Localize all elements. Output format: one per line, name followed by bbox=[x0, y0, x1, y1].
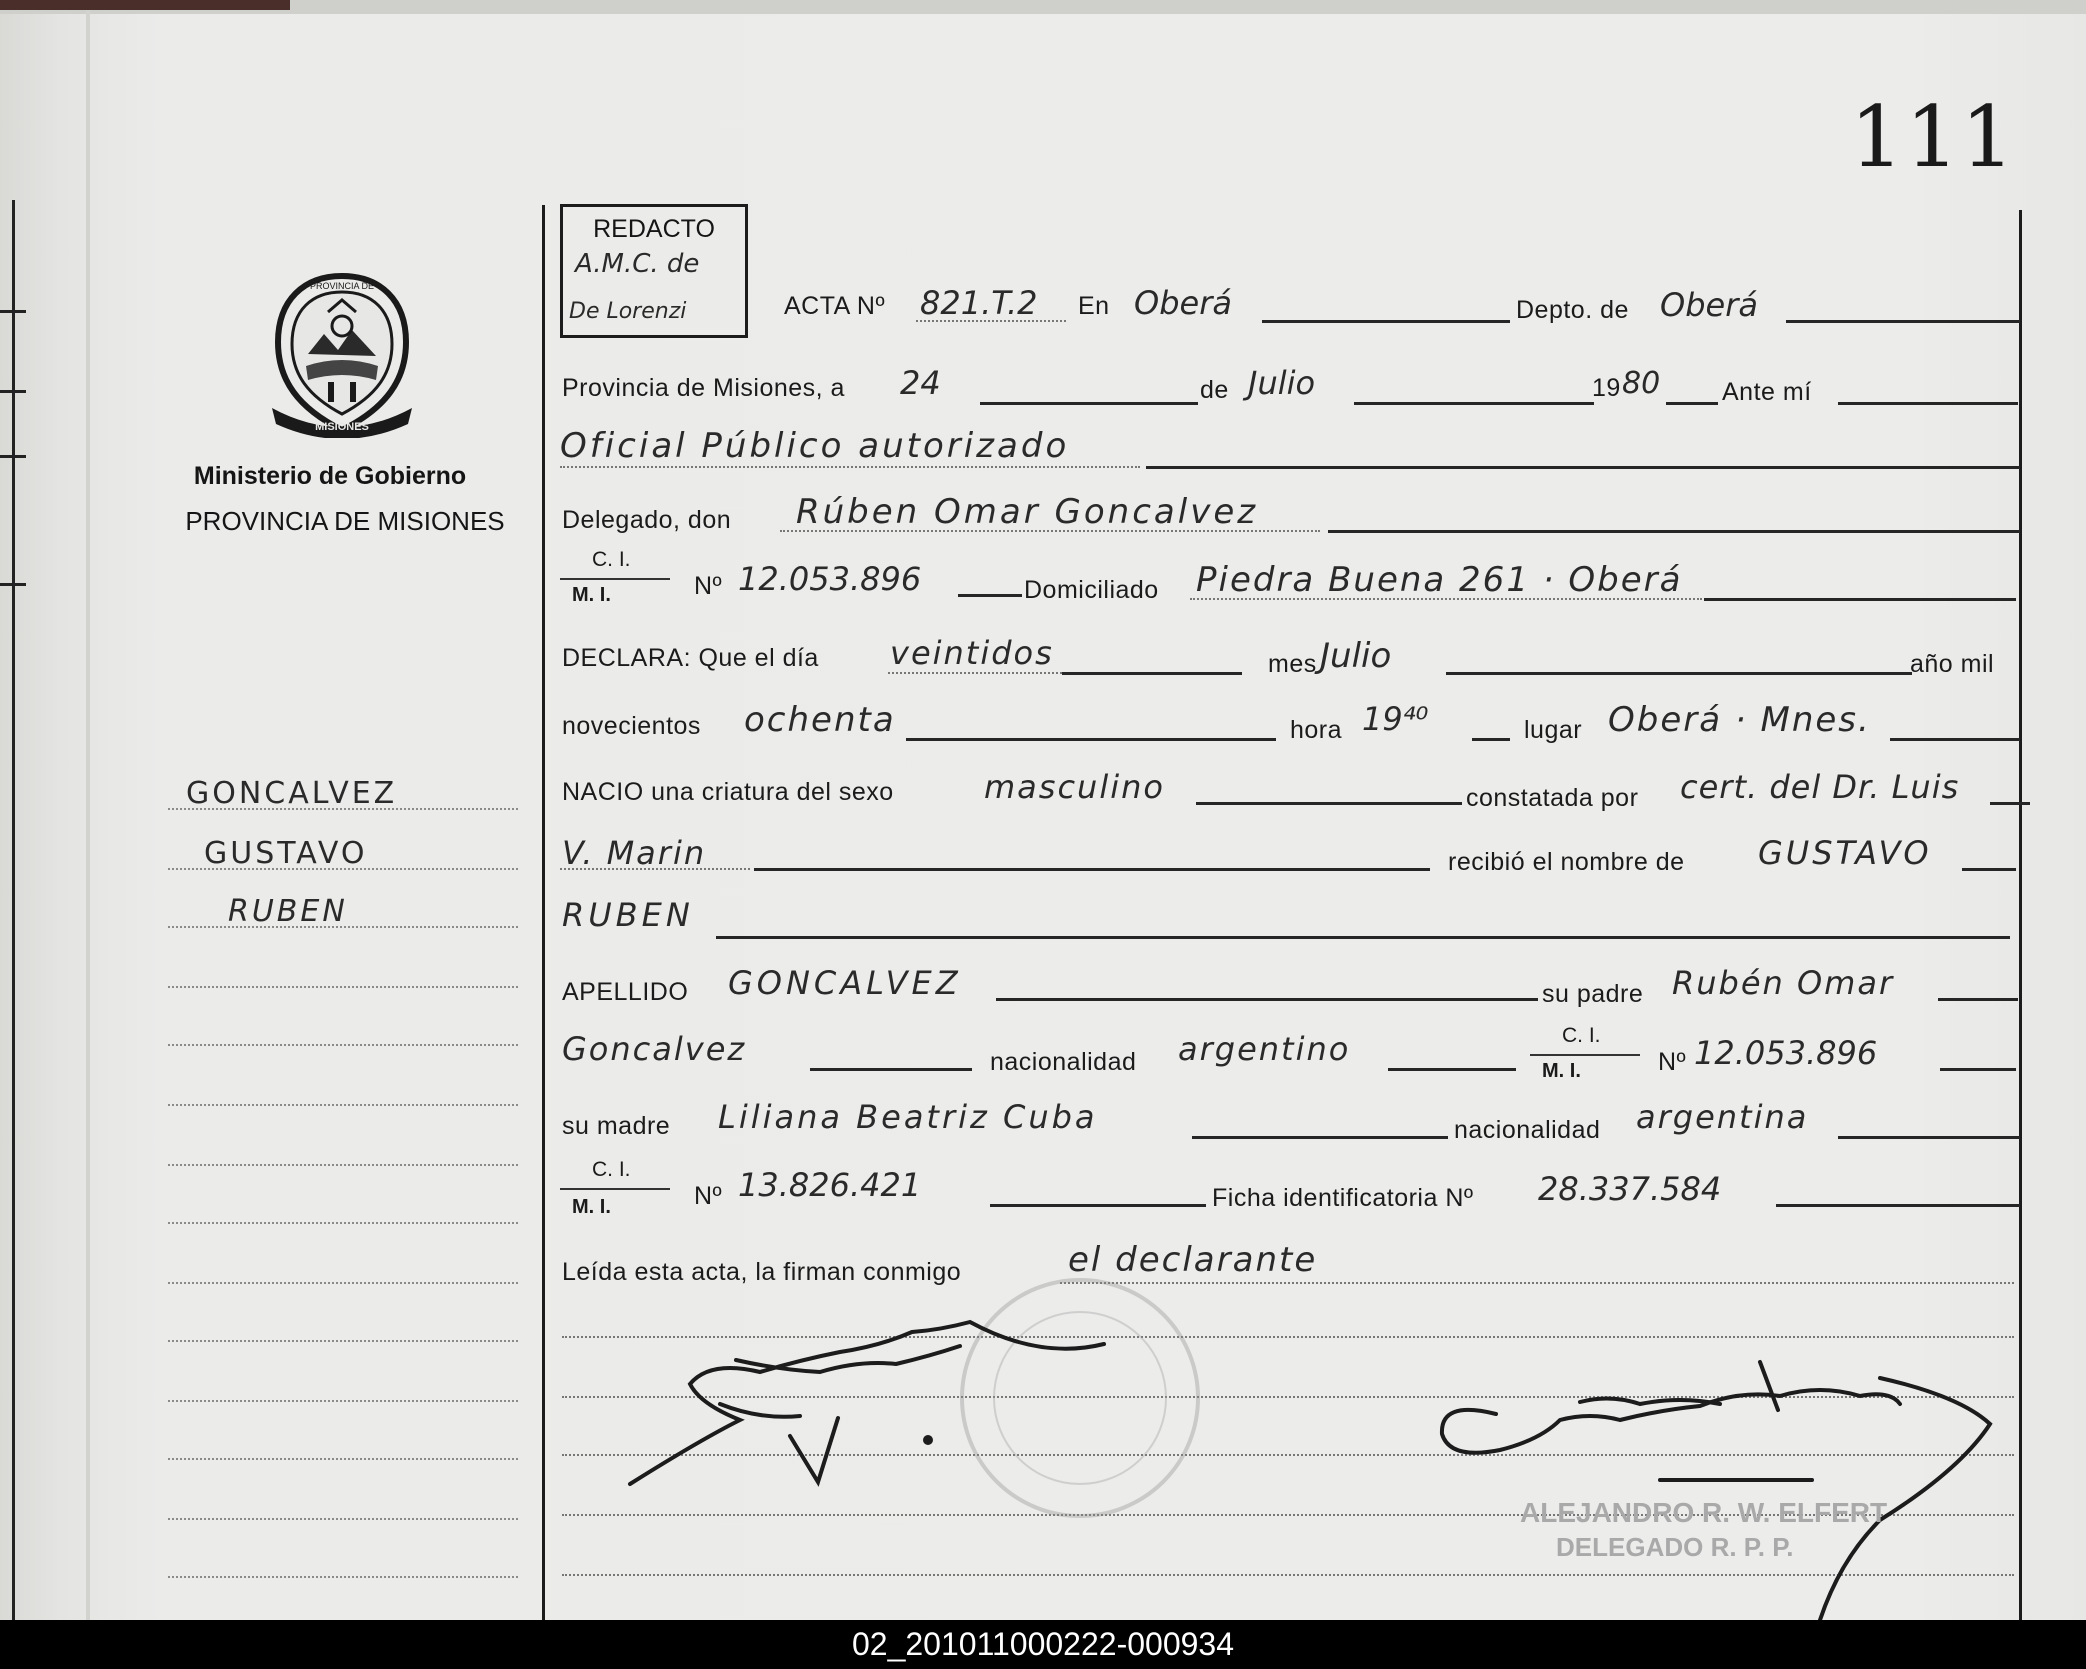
constatada-label: constatada por bbox=[1466, 784, 1639, 812]
madre-doc-value: 13.826.421 bbox=[738, 1166, 922, 1204]
nombre-cont-line bbox=[716, 936, 2010, 939]
constatada-line bbox=[1990, 802, 2030, 805]
padre-mi-label: M. I. bbox=[1542, 1060, 1581, 1082]
mes-label: mes bbox=[1268, 650, 1317, 678]
novecientos-value: ochenta bbox=[744, 700, 896, 740]
delegado-doc-value: 12.053.896 bbox=[738, 560, 922, 598]
madre-nac-line bbox=[1838, 1136, 2020, 1139]
margin-dotted-line bbox=[168, 1518, 518, 1520]
signature-dotted-line bbox=[562, 1574, 2014, 1576]
lugar-value: Oberá · Mnes. bbox=[1608, 700, 1871, 740]
oficial-value: Oficial Público autorizado bbox=[560, 426, 1070, 466]
anio-label: año mil bbox=[1910, 650, 1995, 678]
left-rule-tick bbox=[0, 583, 26, 586]
ante-line bbox=[1838, 402, 2018, 405]
padre-value: Rubén Omar bbox=[1672, 964, 1895, 1002]
padre-nac-value: argentino bbox=[1178, 1030, 1351, 1068]
redacto-box bbox=[560, 204, 748, 338]
depto-value: Oberá bbox=[1660, 286, 1758, 324]
month-line bbox=[1354, 402, 1594, 405]
madre-mi-label: M. I. bbox=[572, 1196, 611, 1218]
delegado-value: Rúben Omar Goncalvez bbox=[796, 492, 1259, 532]
svg-text:DELEGADO R. P. P.: DELEGADO R. P. P. bbox=[1556, 1532, 1794, 1562]
day-line bbox=[980, 402, 1198, 405]
ficha-line bbox=[1776, 1204, 2020, 1207]
nombre-value: GUSTAVO bbox=[1758, 834, 1932, 872]
apellido-value: GONCALVEZ bbox=[728, 964, 962, 1002]
oficial-dotted-line bbox=[560, 466, 1140, 468]
signature-dotted-line bbox=[562, 1336, 2014, 1338]
left-rule-tick bbox=[0, 390, 26, 393]
padre-ci-label: C. I. bbox=[1562, 1024, 1601, 1047]
padre-ci-divider bbox=[1530, 1054, 1640, 1056]
margin-dotted-line bbox=[168, 1340, 518, 1342]
margin-note-second-name: RUBEN bbox=[228, 894, 348, 929]
nacio-label: NACIO una criatura del sexo bbox=[562, 778, 894, 806]
redacto-label: REDACTO bbox=[593, 215, 715, 243]
oficial-line bbox=[1146, 466, 2020, 469]
ministry-title: Ministerio de Gobierno bbox=[193, 462, 467, 490]
constatada-cont-line bbox=[754, 868, 1430, 871]
lugar-line bbox=[1890, 738, 2020, 741]
padre-nacionalidad-label: nacionalidad bbox=[990, 1048, 1137, 1076]
depto-line bbox=[1786, 320, 2020, 323]
de-label: de bbox=[1200, 376, 1229, 404]
page-top-edge bbox=[0, 0, 2086, 14]
round-stamp-icon bbox=[962, 1280, 1198, 1516]
mes-value: Julio bbox=[1320, 636, 1392, 676]
novecientos-line bbox=[906, 738, 1276, 741]
year-value: 80 bbox=[1622, 366, 1661, 401]
delegado-ci-divider bbox=[560, 578, 670, 580]
domiciliado-label: Domiciliado bbox=[1024, 576, 1159, 604]
mes-line bbox=[1446, 672, 1912, 675]
padre-label: su padre bbox=[1542, 980, 1644, 1008]
madre-line bbox=[1192, 1136, 1448, 1139]
declarant-signature-icon bbox=[630, 1322, 1104, 1484]
svg-text:ALEJANDRO R. W. ELFERT: ALEJANDRO R. W. ELFERT bbox=[1520, 1497, 1888, 1528]
delegado-ci-label: C. I. bbox=[592, 548, 631, 571]
acta-dotted-line bbox=[916, 320, 1066, 322]
margin-dotted-line bbox=[168, 1458, 518, 1460]
constatada-value: cert. del Dr. Luis bbox=[1680, 768, 1960, 806]
margin-dotted-line bbox=[168, 1576, 518, 1578]
year-prefix: 19 bbox=[1592, 374, 1621, 402]
left-margin-rule bbox=[12, 200, 15, 1620]
sexo-value: masculino bbox=[984, 768, 1165, 806]
delegado-no-label: Nº bbox=[694, 572, 723, 600]
hora-line bbox=[1472, 738, 1510, 741]
ficha-label: Ficha identificatoria Nº bbox=[1212, 1184, 1474, 1212]
apellido-label: APELLIDO bbox=[562, 978, 689, 1006]
official-signature-icon bbox=[1442, 1362, 1990, 1620]
padre-cont-line bbox=[810, 1068, 972, 1071]
madre-ci-label: C. I. bbox=[592, 1158, 631, 1181]
leida-value: el declarante bbox=[1068, 1240, 1318, 1280]
province-title: PROVINCIA DE MISIONES bbox=[185, 506, 505, 536]
provincia-label: Provincia de Misiones, a bbox=[562, 374, 845, 402]
redacto-line1: A.M.C. de bbox=[575, 249, 700, 279]
en-label: En bbox=[1078, 292, 1110, 320]
form-left-border bbox=[542, 205, 545, 1620]
madre-value: Liliana Beatriz Cuba bbox=[718, 1098, 1098, 1136]
provincial-seal-icon bbox=[268, 270, 416, 438]
margin-dotted-line bbox=[168, 1400, 518, 1402]
recibio-label: recibió el nombre de bbox=[1448, 848, 1685, 876]
delegado-line bbox=[1328, 530, 2020, 533]
page-number: 111 bbox=[1850, 88, 2017, 186]
en-line bbox=[1262, 320, 1510, 323]
acta-label: ACTA Nº bbox=[784, 292, 886, 320]
hora-value: 19⁴⁰ bbox=[1362, 700, 1429, 738]
madre-ci-divider bbox=[560, 1188, 670, 1190]
dia-dotted-line bbox=[888, 672, 1062, 674]
signature-dotted-line bbox=[562, 1396, 2014, 1398]
delegado-dotted-line bbox=[780, 530, 1320, 532]
margin-note-first-name: GUSTAVO bbox=[204, 836, 368, 871]
delegado-label: Delegado, don bbox=[562, 506, 732, 534]
madre-doc-line bbox=[990, 1204, 1206, 1207]
leida-label: Leída esta acta, la firman conmigo bbox=[562, 1258, 962, 1286]
padre-line bbox=[1938, 998, 2018, 1001]
declara-label: DECLARA: Que el día bbox=[562, 644, 819, 672]
signature-dotted-line bbox=[562, 1454, 2014, 1456]
ficha-value: 28.337.584 bbox=[1538, 1170, 1722, 1208]
binding-fold bbox=[86, 10, 90, 1620]
nombre-line bbox=[1962, 868, 2016, 871]
dia-value: veintidos bbox=[890, 634, 1054, 672]
acta-value: 821.T.2 bbox=[920, 284, 1038, 322]
margin-dotted-line bbox=[168, 1282, 518, 1284]
domicilio-dotted-line bbox=[1190, 598, 1702, 600]
madre-label: su madre bbox=[562, 1112, 671, 1140]
constatada-cont-dotted bbox=[560, 868, 750, 870]
nombre-value-cont: RUBEN bbox=[562, 896, 694, 934]
padre-no-label: Nº bbox=[1658, 1048, 1687, 1076]
year-line bbox=[1666, 402, 1718, 405]
sexo-line bbox=[1196, 802, 1462, 805]
domicilio-value: Piedra Buena 261 · Oberá bbox=[1196, 560, 1683, 600]
leida-dotted-line bbox=[1060, 1282, 2014, 1284]
margin-dotted-line bbox=[168, 986, 518, 988]
apellido-line bbox=[996, 998, 1538, 1001]
svg-text:MISIONES: MISIONES bbox=[315, 421, 369, 433]
left-rule-tick bbox=[0, 455, 26, 458]
delegado-doc-line bbox=[958, 594, 1022, 597]
margin-note-surname: GONCALVEZ bbox=[186, 776, 398, 811]
redacto-line2: De Lorenzi bbox=[569, 299, 687, 324]
delegado-mi-label: M. I. bbox=[572, 584, 611, 606]
depto-label: Depto. de bbox=[1516, 296, 1629, 324]
ante-label: Ante mí bbox=[1722, 378, 1812, 406]
image-id-footer: 02_201011000222-000934 bbox=[0, 1620, 2086, 1669]
margin-dotted-line bbox=[168, 1164, 518, 1166]
en-value: Oberá bbox=[1134, 284, 1232, 322]
lugar-label: lugar bbox=[1524, 716, 1583, 744]
madre-nac-value: argentina bbox=[1636, 1098, 1809, 1136]
padre-doc-value: 12.053.896 bbox=[1694, 1034, 1878, 1072]
novecientos-label: novecientos bbox=[562, 712, 701, 740]
hora-label: hora bbox=[1290, 716, 1343, 744]
dia-line bbox=[1062, 672, 1242, 675]
svg-text:PROVINCIA DE: PROVINCIA DE bbox=[309, 281, 375, 291]
padre-value-cont: Goncalvez bbox=[562, 1030, 747, 1068]
day-value: 24 bbox=[900, 364, 941, 402]
madre-no-label: Nº bbox=[694, 1182, 723, 1210]
padre-doc-line bbox=[1940, 1068, 2016, 1071]
page-top-dark-corner bbox=[0, 0, 290, 10]
margin-dotted-line bbox=[168, 1104, 518, 1106]
form-right-border bbox=[2019, 210, 2022, 1620]
domicilio-line bbox=[1704, 598, 2016, 601]
month-value: Julio bbox=[1248, 364, 1316, 402]
signature-dotted-line bbox=[562, 1514, 2014, 1516]
madre-nacionalidad-label: nacionalidad bbox=[1454, 1116, 1601, 1144]
padre-nac-line bbox=[1388, 1068, 1516, 1071]
margin-dotted-line bbox=[168, 1222, 518, 1224]
constatada-value-cont: V. Marin bbox=[562, 834, 707, 872]
margin-dotted-line bbox=[168, 1044, 518, 1046]
left-rule-tick bbox=[0, 310, 26, 313]
